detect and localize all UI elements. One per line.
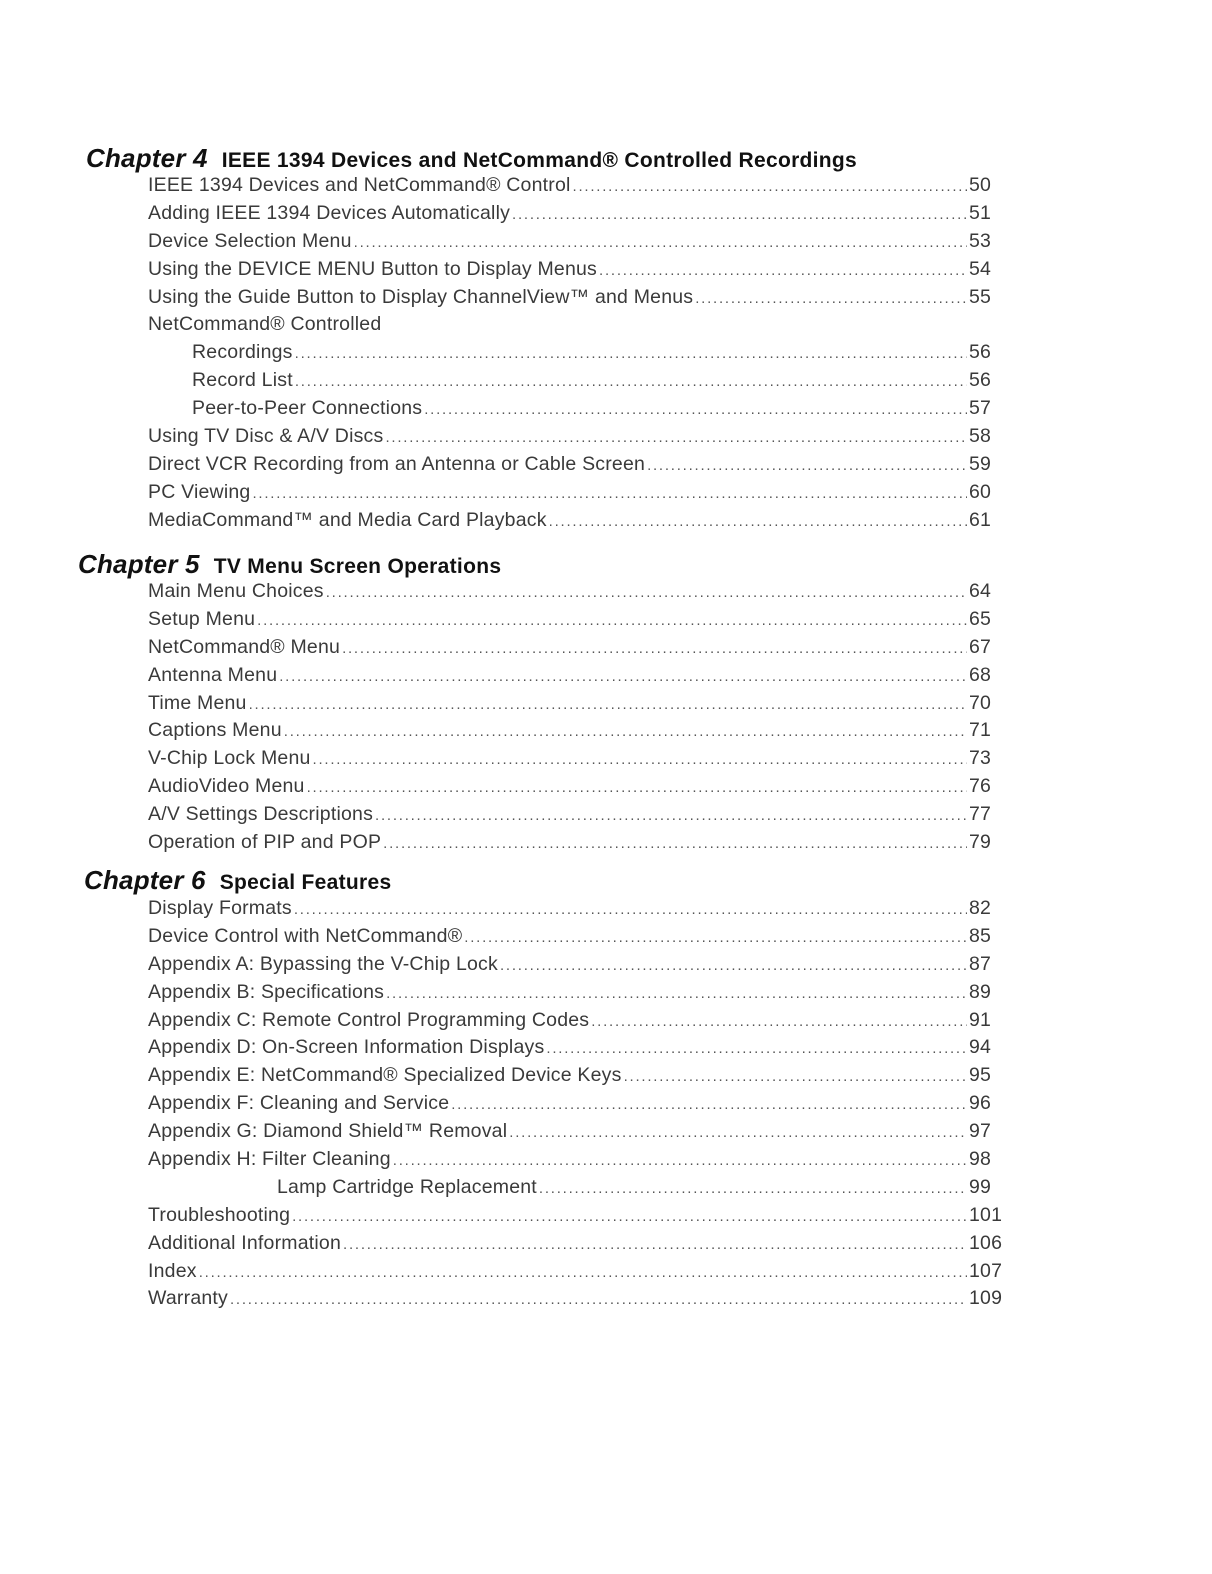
entry-page-number: 61 bbox=[969, 508, 992, 531]
toc-entry[interactable] bbox=[148, 258, 1005, 286]
toc-entry[interactable] bbox=[148, 1036, 1005, 1064]
dot-leader bbox=[464, 929, 967, 946]
dot-leader bbox=[424, 401, 967, 418]
entry-page-number: 67 bbox=[969, 635, 992, 658]
entry-page-number: 64 bbox=[969, 580, 992, 602]
dot-leader bbox=[509, 1124, 967, 1141]
dot-leader bbox=[313, 751, 967, 768]
entry-page-number: 107 bbox=[969, 1259, 1003, 1282]
dot-leader bbox=[257, 612, 967, 629]
toc-entry[interactable] bbox=[148, 341, 1005, 369]
entry-title: Appendix A: Bypassing the V-Chip Lock bbox=[148, 952, 498, 975]
dot-leader bbox=[295, 345, 967, 362]
entry-title: Record List bbox=[192, 369, 293, 392]
entry-page-number: 56 bbox=[969, 369, 992, 392]
entry-page-number: 76 bbox=[969, 775, 992, 798]
entry-page-number: 85 bbox=[969, 924, 992, 947]
entry-title: Time Menu bbox=[148, 691, 247, 714]
entry-title: Appendix C: Remote Control Programming Codes bbox=[148, 1008, 590, 1031]
toc-entry[interactable] bbox=[148, 1120, 1005, 1148]
toc-entry[interactable] bbox=[148, 509, 1005, 537]
dot-leader bbox=[451, 1096, 967, 1113]
entry-page-number: 77 bbox=[969, 803, 992, 826]
entry-title: A/V Settings Descriptions bbox=[148, 803, 374, 826]
dot-leader bbox=[375, 807, 967, 824]
chapter-title: TV Menu Screen Operations bbox=[213, 555, 502, 578]
toc-entry[interactable] bbox=[148, 580, 1005, 608]
entry-title: MediaCommand™ and Media Card Playback bbox=[148, 508, 547, 531]
entry-page-number: 54 bbox=[969, 257, 992, 280]
entry-title: Setup Menu bbox=[148, 607, 256, 630]
entry-title: Lamp Cartridge Replacement bbox=[277, 1175, 537, 1198]
toc-entry[interactable] bbox=[148, 636, 1005, 664]
dot-leader bbox=[549, 513, 967, 530]
dot-leader bbox=[385, 429, 967, 446]
toc-entry[interactable] bbox=[148, 1009, 1005, 1037]
entry-page-number: 53 bbox=[969, 229, 992, 252]
entry-title: Appendix D: On-Screen Information Displays bbox=[148, 1036, 545, 1059]
dot-leader bbox=[383, 835, 967, 852]
toc-entry[interactable] bbox=[148, 747, 1005, 775]
entry-page-number: 106 bbox=[969, 1231, 1003, 1254]
dot-leader bbox=[591, 1013, 967, 1030]
entry-title: Captions Menu bbox=[148, 719, 282, 742]
toc-entry[interactable] bbox=[148, 425, 1005, 453]
entry-page-number: 95 bbox=[969, 1064, 992, 1087]
entry-page-number: 55 bbox=[969, 285, 992, 308]
entry-page-number: 65 bbox=[969, 607, 992, 630]
entry-page-number: 97 bbox=[969, 1120, 992, 1143]
entry-page-number: 70 bbox=[969, 691, 992, 714]
toc-entry[interactable] bbox=[148, 286, 1005, 314]
entry-title: NetCommand® Menu bbox=[148, 635, 341, 658]
entry-page-number: 57 bbox=[969, 397, 992, 420]
entry-page-number: 59 bbox=[969, 452, 992, 475]
toc-entry[interactable] bbox=[148, 664, 1005, 692]
entry-page-number: 109 bbox=[969, 1287, 1003, 1310]
entry-title: Appendix H: Filter Cleaning bbox=[148, 1148, 391, 1171]
dot-leader bbox=[539, 1180, 967, 1197]
entry-page-number: 98 bbox=[969, 1148, 992, 1171]
entry-title: Appendix B: Specifications bbox=[148, 980, 385, 1003]
entry-title: NetCommand® Controlled bbox=[148, 313, 382, 336]
chapter-label: Chapter 5 bbox=[78, 549, 200, 579]
entry-page-number: 58 bbox=[969, 425, 992, 448]
chapter-6-entries bbox=[148, 897, 1005, 1315]
entry-title: Device Control with NetCommand® bbox=[148, 924, 463, 947]
entry-page-number: 73 bbox=[969, 747, 992, 770]
entry-title: Additional Information bbox=[148, 1231, 342, 1254]
entry-title: Device Selection Menu bbox=[148, 229, 352, 252]
toc-entry[interactable] bbox=[148, 1204, 1005, 1232]
chapter-5-entries bbox=[148, 580, 1005, 859]
chapter-title: IEEE 1394 Devices and NetCommand® Controlled Recordings bbox=[221, 149, 858, 172]
dot-leader bbox=[294, 901, 967, 918]
toc-entry[interactable] bbox=[148, 202, 1005, 230]
entry-title: AudioVideo Menu bbox=[148, 775, 305, 798]
chapter-heading-6 bbox=[84, 865, 391, 896]
entry-title: Display Formats bbox=[148, 897, 292, 919]
toc-entry[interactable] bbox=[148, 981, 1005, 1009]
dot-leader bbox=[599, 262, 967, 279]
entry-page-number: 101 bbox=[969, 1203, 1003, 1226]
entry-page-number: 71 bbox=[969, 719, 992, 742]
toc-entry[interactable] bbox=[148, 1232, 1005, 1260]
entry-page-number: 82 bbox=[969, 897, 992, 919]
entry-title: Direct VCR Recording from an Antenna or Cable Screen bbox=[148, 452, 646, 475]
dot-leader bbox=[292, 1208, 967, 1225]
dot-leader bbox=[284, 723, 967, 740]
toc-entry[interactable] bbox=[148, 1287, 1005, 1315]
entry-page-number: 79 bbox=[969, 831, 992, 854]
entry-title: IEEE 1394 Devices and NetCommand® Control bbox=[148, 174, 571, 196]
chapter-4-entries bbox=[148, 174, 1005, 537]
dot-leader bbox=[326, 584, 967, 601]
dot-leader bbox=[624, 1068, 967, 1085]
toc-entry[interactable] bbox=[148, 1176, 1005, 1204]
dot-leader bbox=[230, 1291, 967, 1308]
entry-title: Using TV Disc & A/V Discs bbox=[148, 425, 384, 448]
dot-leader bbox=[354, 234, 967, 251]
entry-page-number: 68 bbox=[969, 663, 992, 686]
dot-leader bbox=[342, 640, 967, 657]
entry-title: Troubleshooting bbox=[148, 1203, 291, 1226]
entry-title: PC Viewing bbox=[148, 480, 251, 503]
toc-entry[interactable] bbox=[148, 692, 1005, 720]
dot-leader bbox=[386, 985, 967, 1002]
dot-leader bbox=[512, 206, 967, 223]
chapter-label: Chapter 6 bbox=[84, 865, 206, 895]
entry-page-number: 87 bbox=[969, 952, 992, 975]
dot-leader bbox=[393, 1152, 967, 1169]
toc-entry[interactable] bbox=[148, 719, 1005, 747]
toc-entry[interactable] bbox=[148, 831, 1005, 859]
entry-page-number: 99 bbox=[969, 1175, 992, 1198]
entry-page-number: 51 bbox=[969, 201, 992, 224]
entry-title: Index bbox=[148, 1259, 197, 1282]
dot-leader bbox=[500, 957, 967, 974]
toc-entry[interactable] bbox=[148, 1092, 1005, 1120]
dot-leader bbox=[573, 178, 967, 195]
dot-leader bbox=[252, 485, 967, 502]
entry-title: Peer-to-Peer Connections bbox=[192, 397, 423, 420]
entry-page-number: 50 bbox=[969, 174, 992, 196]
dot-leader bbox=[295, 373, 967, 390]
entry-page-number: 91 bbox=[969, 1008, 992, 1031]
entry-page-number: 56 bbox=[969, 341, 992, 364]
entry-title: Operation of PIP and POP bbox=[148, 831, 382, 854]
toc-entry[interactable] bbox=[148, 1260, 1005, 1288]
dot-leader bbox=[199, 1264, 967, 1281]
dot-leader bbox=[307, 779, 967, 796]
chapter-heading-5 bbox=[78, 549, 501, 580]
dot-leader bbox=[546, 1040, 967, 1057]
toc-entry[interactable] bbox=[148, 608, 1005, 636]
entry-title: Adding IEEE 1394 Devices Automatically bbox=[148, 201, 511, 224]
toc-entry[interactable] bbox=[148, 481, 1005, 509]
toc-entry[interactable] bbox=[148, 1064, 1005, 1092]
toc-entry[interactable] bbox=[148, 897, 1005, 925]
entry-title: Antenna Menu bbox=[148, 663, 278, 686]
dot-leader bbox=[279, 668, 967, 685]
entry-title: Warranty bbox=[148, 1287, 228, 1310]
dot-leader bbox=[647, 457, 967, 474]
entry-title: Appendix F: Cleaning and Service bbox=[148, 1092, 450, 1115]
toc-entry[interactable] bbox=[148, 925, 1005, 953]
toc-entry[interactable] bbox=[148, 397, 1005, 425]
toc-entry-group bbox=[148, 313, 1005, 341]
toc-entry[interactable] bbox=[148, 453, 1005, 481]
entry-title: Recordings bbox=[192, 341, 293, 364]
dot-leader bbox=[343, 1236, 967, 1253]
entry-title: V-Chip Lock Menu bbox=[148, 747, 311, 770]
chapter-heading-4 bbox=[86, 143, 857, 174]
entry-title: Appendix E: NetCommand® Specialized Device Keys bbox=[148, 1064, 622, 1087]
toc-entry[interactable] bbox=[148, 369, 1005, 397]
toc-entry[interactable] bbox=[148, 803, 1005, 831]
toc-entry[interactable] bbox=[148, 230, 1005, 258]
toc-entry[interactable] bbox=[148, 1148, 1005, 1176]
entry-page-number: 94 bbox=[969, 1036, 992, 1059]
toc-entry[interactable] bbox=[148, 953, 1005, 981]
toc-entry[interactable] bbox=[148, 174, 1005, 202]
chapter-label: Chapter 4 bbox=[86, 143, 208, 173]
chapter-title: Special Features bbox=[219, 871, 392, 894]
entry-title: Using the Guide Button to Display ChannelView™ and Menus bbox=[148, 285, 694, 308]
entry-title: Using the DEVICE MENU Button to Display Menus bbox=[148, 257, 598, 280]
entry-page-number: 60 bbox=[969, 480, 992, 503]
dot-leader bbox=[249, 696, 967, 713]
toc-entry[interactable] bbox=[148, 775, 1005, 803]
entry-title: Main Menu Choices bbox=[148, 580, 324, 602]
dot-leader bbox=[695, 290, 967, 307]
entry-page-number: 89 bbox=[969, 980, 992, 1003]
entry-page-number: 96 bbox=[969, 1092, 992, 1115]
entry-title: Appendix G: Diamond Shield™ Removal bbox=[148, 1120, 508, 1143]
